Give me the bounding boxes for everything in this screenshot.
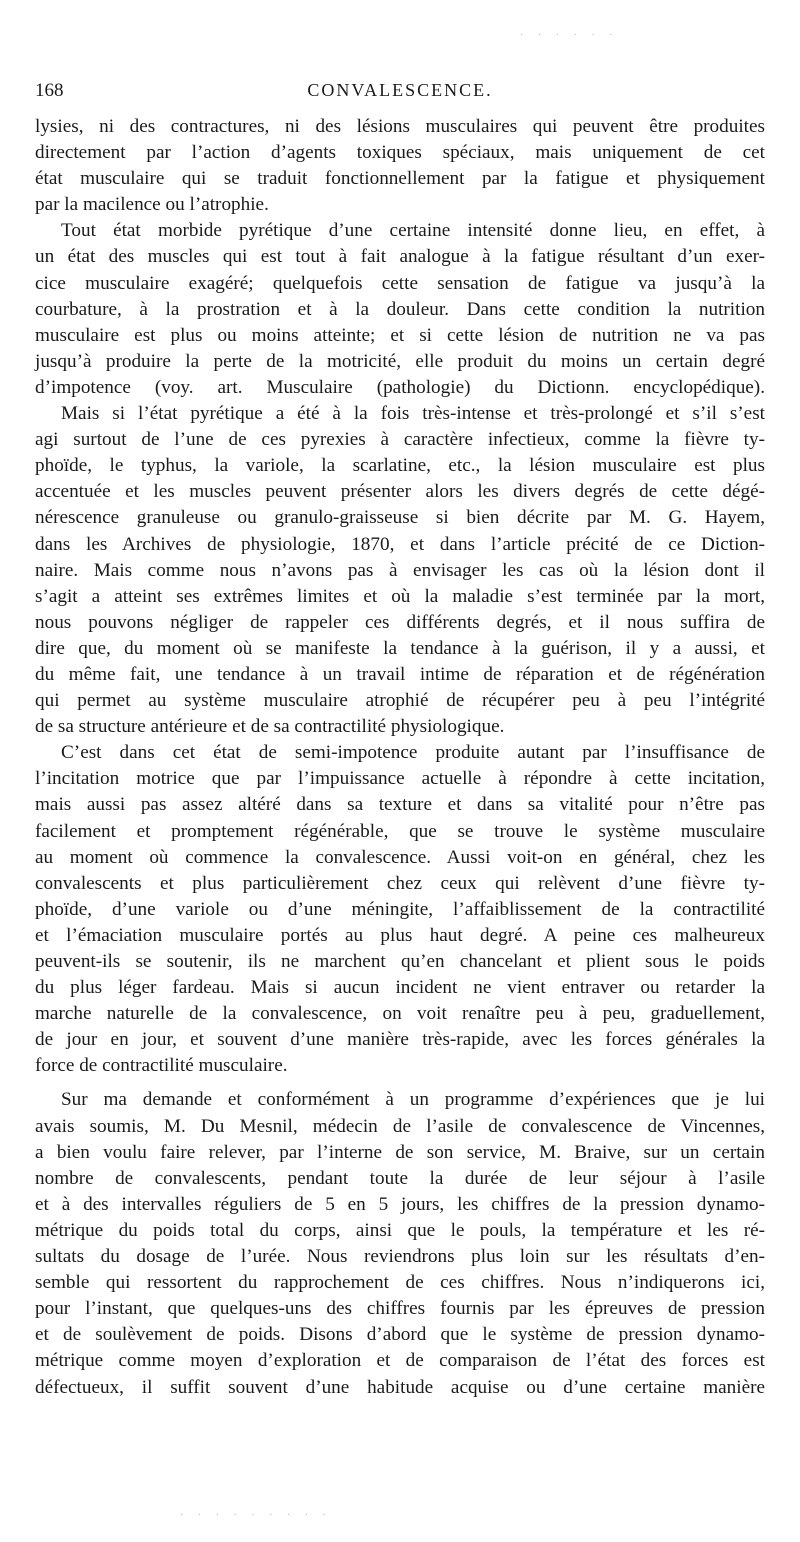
text-line: Mais si l’état pyrétique a été à la fois très-intense et très-prolongé et s’il s’est <box>61 403 765 425</box>
text-line: lysies, ni des contractures, ni des lésions musculaires qui peuvent être produites <box>35 116 765 137</box>
text-line: défectueux, il suffit souvent d’une habitude acquise ou d’une certaine manière <box>35 1376 765 1398</box>
text-line: pour l’instant, que quelques-uns des chiffres fournis par les épreuves de pression <box>35 1298 765 1320</box>
text-line: et de soulèvement de poids. Disons d’abord que le système de pression dynamo- <box>35 1324 765 1346</box>
print-speckle: · · · · · · <box>520 30 619 41</box>
text-line: phoïde, d’une variole ou d’une méningite, l’affaiblissement de la contractilité <box>35 898 765 920</box>
paragraph-2 <box>35 218 765 401</box>
text-line: dire que, du moment où se manifeste la tendance à la guérison, il y a aussi, et <box>35 637 765 659</box>
text-line: Sur ma demande et conformément à un programme d’expériences que je lui <box>61 1089 765 1111</box>
page-number: 168 <box>35 80 64 101</box>
text-line: naire. Mais comme nous n’avons pas à envisager les cas où la lésion dont il <box>35 559 765 581</box>
text-line: du plus léger fardeau. Mais si aucun incident ne vient entraver ou retarder la <box>35 977 765 999</box>
text-line: musculaire est plus ou moins atteinte; et si cette lésion de nutrition ne va pas <box>35 324 765 346</box>
running-title: CONVALESCENCE. <box>307 80 493 100</box>
text-line: et à des intervalles réguliers de 5 en 5 jours, les chiffres de la pression dynamo- <box>35 1193 765 1215</box>
text-line: dans les Archives de physiologie, 1870, et dans l’article précité de ce Diction- <box>35 533 765 555</box>
running-head <box>35 80 765 114</box>
text-line: métrique du poids total du corps, ainsi que le pouls, la température et les ré- <box>35 1219 765 1241</box>
text-line: nombre de convalescents, pendant toute la durée de leur séjour à l’asile <box>35 1167 765 1189</box>
text-line: de jour en jour, et souvent d’une manière très-rapide, avec les forces générales la <box>35 1029 765 1051</box>
text-line: force de contractilité musculaire. <box>35 1055 288 1077</box>
text-line: sultats du dosage de l’urée. Nous reviendrons plus loin sur les résultats d’en- <box>35 1246 765 1268</box>
text-line: Tout état morbide pyrétique d’une certaine intensité donne lieu, en effet, à <box>61 220 765 242</box>
text-line: accentuée et les muscles peuvent présenter alors les divers degrés de cette dégé- <box>35 481 765 503</box>
text-line: un état des muscles qui est tout à fait analogue à la fatigue résultant d’un exer- <box>35 246 765 268</box>
text-line: agi surtout de l’une de ces pyrexies à caractère infectieux, comme la fièvre ty- <box>35 429 765 451</box>
text-line: d’impotence (voy. art. Musculaire (pathologie) du Dictionn. encyclopédique). <box>35 376 765 398</box>
document-page <box>35 80 765 1401</box>
text-line: avais soumis, M. Du Mesnil, médecin de l’asile de convalescence de Vincennes, <box>35 1115 765 1137</box>
text-line: état musculaire qui se traduit fonctionnellement par la fatigue et physiquement <box>35 168 765 190</box>
text-line: s’agit a atteint ses extrêmes limites et où la maladie s’est terminée par la mort, <box>35 585 765 607</box>
print-speckle-bottom: · · · · · · · · · <box>180 1510 332 1521</box>
paragraph-4 <box>35 740 765 1079</box>
text-line: peuvent-ils se soutenir, ils ne marchent qu’en chancelant et plient sous le poids <box>35 951 765 972</box>
text-line: qui permet au système musculaire atrophié de récupérer peu à peu l’intégrité <box>35 690 765 712</box>
text-line: métrique comme moyen d’exploration et de comparaison de l’état des forces est <box>35 1350 765 1372</box>
text-line: nous pouvons négliger de rappeler ces différents degrés, et il nous suffira de <box>35 611 765 633</box>
text-line: du même fait, une tendance à un travail intime de réparation et de régénération <box>35 663 765 685</box>
text-line: cice musculaire exagéré; quelquefois cette sensation de fatigue va jusqu’à la <box>35 272 765 294</box>
text-line: et l’émaciation musculaire portés au plus haut degré. A peine ces malheureux <box>35 924 765 946</box>
text-line: jusqu’à produire la perte de la motricité, elle produit du moins un certain degré <box>35 350 765 372</box>
text-line: convalescents et plus particulièrement chez ceux qui relèvent d’une fièvre ty- <box>35 872 765 894</box>
paragraph-3 <box>35 401 765 740</box>
text-line: directement par l’action d’agents toxiques spéciaux, mais uniquement de cet <box>35 142 765 164</box>
text-line: l’incitation motrice que par l’impuissance actuelle à répondre à cette incitation, <box>35 768 765 790</box>
text-line: de sa structure antérieure et de sa contractilité physiologique. <box>35 716 505 738</box>
text-line: au moment où commence la convalescence. Aussi voit-on en général, chez les <box>35 846 765 868</box>
text-line: par la macilence ou l’atrophie. <box>35 194 269 216</box>
text-line: facilement et promptement régénérable, que se trouve le système musculaire <box>35 820 765 842</box>
text-line: a bien voulu faire relever, par l’interne de son service, M. Braive, sur un certain <box>35 1141 765 1163</box>
paragraph-1 <box>35 114 765 218</box>
text-line: semble qui ressortent du rapprochement de ces chiffres. Nous n’indiquerons ici, <box>35 1272 765 1294</box>
text-line: courbature, à la prostration et à la douleur. Dans cette condition la nutrition <box>35 298 765 320</box>
text-line: nérescence granuleuse ou granulo-graisseuse si bien décrite par M. G. Hayem, <box>35 507 765 529</box>
paragraph-5 <box>35 1087 765 1400</box>
text-line: marche naturelle de la convalescence, on voit renaître peu à peu, graduellement, <box>35 1003 765 1025</box>
text-line: mais aussi pas assez altéré dans sa texture et dans sa vitalité pour n’être pas <box>35 794 765 816</box>
paragraph-gap <box>35 1079 765 1087</box>
text-line: C’est dans cet état de semi-impotence produite autant par l’insuffisance de <box>61 742 765 764</box>
text-line: phoïde, le typhus, la variole, la scarlatine, etc., la lésion musculaire est plus <box>35 455 765 477</box>
